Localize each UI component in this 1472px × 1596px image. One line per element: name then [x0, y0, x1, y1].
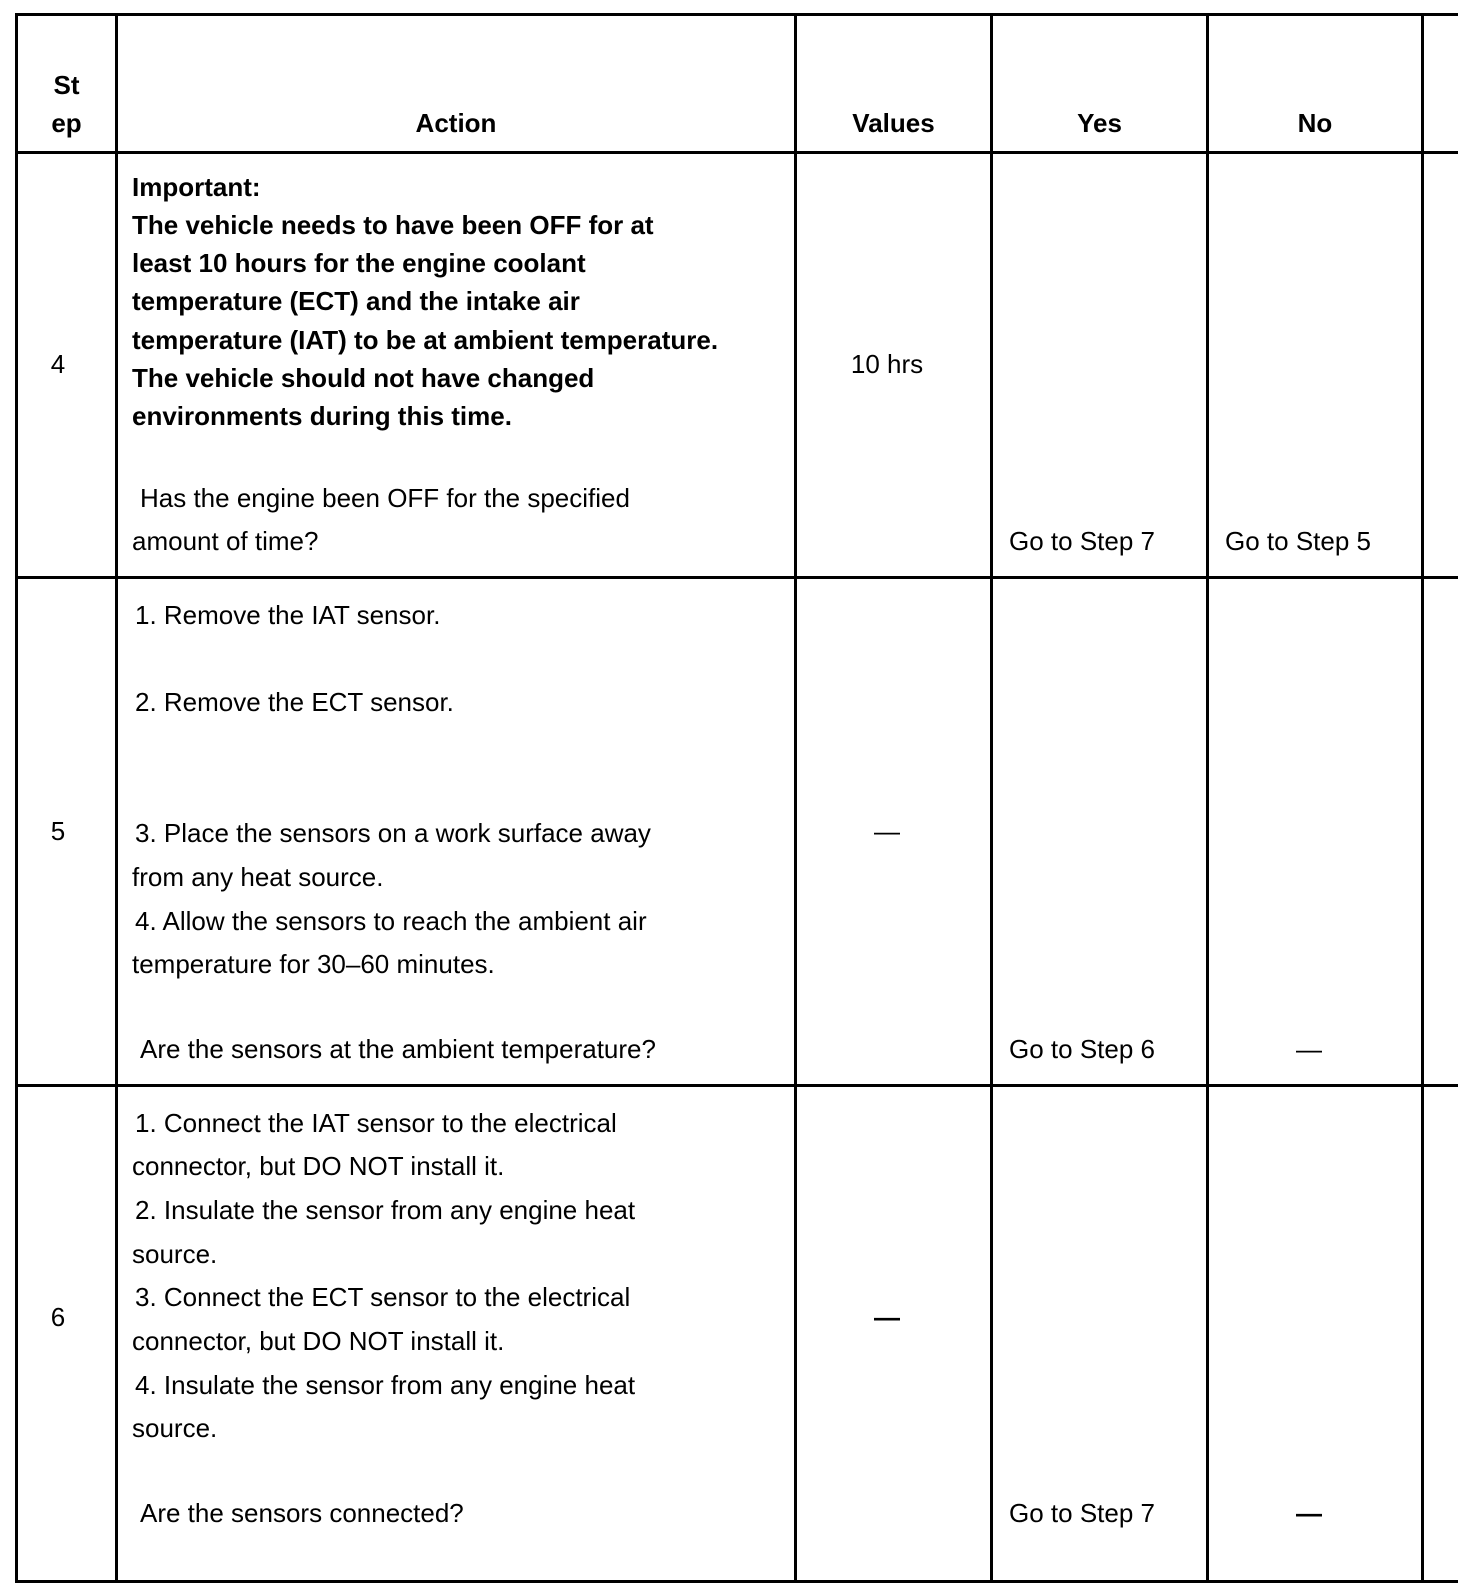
no-cell: Go to Step 5: [1225, 526, 1371, 556]
step-number: 5: [50, 816, 66, 846]
header-values: Values: [852, 108, 935, 138]
action-line: 4. Insulate the sensor from any engine heat: [135, 1370, 636, 1400]
important-text-line: The vehicle should not have changed: [132, 363, 595, 393]
header-yes: Yes: [1077, 108, 1122, 138]
action-line: 4. Allow the sensors to reach the ambient air: [135, 906, 647, 936]
column-divider: [990, 13, 993, 1583]
yes-cell: Go to Step 7: [1009, 1498, 1155, 1528]
action-line: 3. Connect the ECT sensor to the electrical: [135, 1282, 631, 1312]
question-line: Has the engine been OFF for the specified: [140, 483, 630, 513]
question-line: Are the sensors at the ambient temperature?: [140, 1034, 656, 1064]
important-text-line: The vehicle needs to have been OFF for at: [132, 210, 654, 240]
table-border-left: [15, 13, 18, 1583]
action-line: 2. Insulate the sensor from any engine heat: [135, 1195, 636, 1225]
header-no: No: [1297, 108, 1333, 138]
diagnostic-table: [15, 13, 1458, 1583]
yes-cell: Go to Step 6: [1009, 1034, 1155, 1064]
table-border-top: [15, 13, 1458, 16]
action-line: 3. Place the sensors on a work surface away: [135, 818, 651, 848]
yes-cell: Go to Step 7: [1009, 526, 1155, 556]
row-divider: [15, 1084, 1458, 1087]
important-text-line: temperature (ECT) and the intake air: [132, 286, 580, 316]
action-line: connector, but DO NOT install it.: [132, 1151, 505, 1181]
row-divider: [15, 151, 1458, 154]
question-line: Are the sensors connected?: [140, 1498, 464, 1528]
question-line: amount of time?: [132, 526, 319, 556]
important-text-line: temperature (IAT) to be at ambient temperature.: [132, 325, 719, 355]
important-text-line: least 10 hours for the engine coolant: [132, 248, 586, 278]
action-line: 1. Connect the IAT sensor to the electrical: [135, 1108, 617, 1138]
column-divider: [1206, 13, 1209, 1583]
row-divider: [15, 576, 1458, 579]
step-number: 4: [50, 349, 66, 379]
table-border-bottom: [15, 1580, 1458, 1583]
column-divider: [794, 13, 797, 1583]
header-action: Action: [415, 108, 497, 138]
table-border-right: [1421, 13, 1424, 1583]
no-cell: —: [1296, 1034, 1322, 1064]
important-text-line: environments during this time.: [132, 401, 512, 431]
action-line: from any heat source.: [132, 862, 384, 892]
value-cell: 10 hrs: [850, 349, 924, 379]
action-line: connector, but DO NOT install it.: [132, 1326, 505, 1356]
action-line: source.: [132, 1413, 218, 1443]
action-line: source.: [132, 1239, 218, 1269]
value-cell: —: [874, 1302, 900, 1332]
value-cell: —: [874, 816, 900, 846]
important-label: Important:: [132, 172, 261, 202]
header-step-line2: ep: [51, 108, 82, 138]
column-divider: [115, 13, 118, 1583]
action-line: temperature for 30–60 minutes.: [132, 949, 495, 979]
no-cell: —: [1296, 1498, 1322, 1528]
header-step-line1: St: [53, 70, 80, 100]
action-line: 1. Remove the IAT sensor.: [135, 600, 441, 630]
step-number: 6: [50, 1302, 66, 1332]
action-line: 2. Remove the ECT sensor.: [135, 687, 454, 717]
